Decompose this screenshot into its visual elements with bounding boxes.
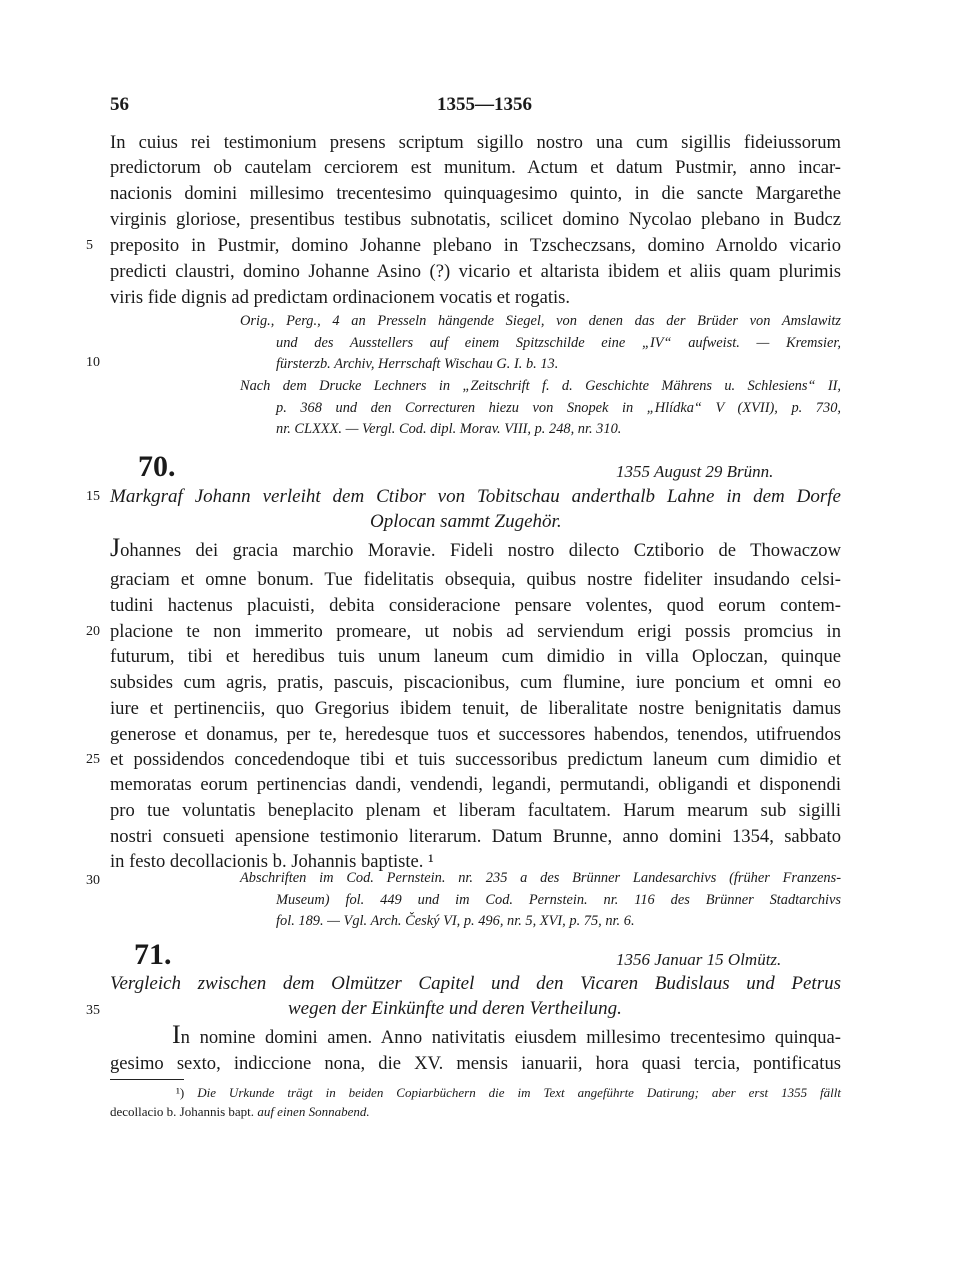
source-note: Nach dem Drucke Lechners in „Zeitschrift f. d. Geschichte Mährens u. Schlesiens“ II, — [240, 378, 841, 394]
text-line: preposito in Pustmir, domino Johanne plebano in Tzscheczsans, domino Arnoldo vicario — [110, 235, 841, 256]
text-line: graciam et omne bonum. Tue fidelitatis obsequia, quibus nostre fideliter insudando celsi- — [110, 569, 841, 590]
text-line: Johannes dei gracia marchio Moravie. Fideli nostro dilecto Cztiborio de Thowaczow — [110, 533, 841, 562]
text-line: nostri consueti apensione testimonio literarum. Datum Brunne, anno domini 1354, sabbato — [110, 826, 841, 847]
source-note: Museum) fol. 449 und im Cod. Pernstein. nr. 116 des Brünner Stadtarchivs — [276, 892, 841, 908]
source-note: Abschriften im Cod. Pernstein. nr. 235 a des Brünner Landesarchivs (früher Franzens- — [240, 870, 841, 886]
regest: Markgraf Johann verleiht dem Ctibor von Tobitschau anderthalb Lahne in dem Dorfe — [110, 486, 841, 507]
document-number: 70. — [138, 450, 176, 483]
footnote-text: decollacio b. Johannis bapt. — [110, 1104, 255, 1119]
text-line: in festo decollacionis b. Johannis baptiste. ¹ — [110, 851, 434, 872]
regest: Oplocan sammt Zugehör. — [370, 511, 562, 532]
page-number: 56 — [110, 94, 129, 115]
source-note: fol. 189. — Vgl. Arch. Český VI, p. 496, nr. 5, XVI, p. 75, nr. 6. — [276, 913, 635, 929]
text-line: iure et pertinenciis, quo Gregorius ibidem tenuit, de liberalitate nostre benignitatis damus — [110, 698, 841, 719]
text-line: gesimo sexto, indiccione nona, die XV. mensis ianuarii, hora quasi tercia, pontificatus — [110, 1053, 841, 1074]
source-note: p. 368 und den Correcturen hiezu von Snopek in „Hlídka“ V (XVII), p. 730, — [276, 400, 841, 416]
source-note: Orig., Perg., 4 an Presseln hängende Siegel, von denen das der Brüder von Amslawitz — [240, 313, 841, 329]
text-line: nacionis domini millesimo trecentesimo quinquagesimo quinto, in die sancte Margarethe — [110, 183, 841, 204]
footnote-rule — [110, 1079, 184, 1080]
line-number: 20 — [86, 624, 100, 639]
text-line: pro tue voluntatis beneplacito plenam et liberam facultatem. Harum mearum sub sigilli — [110, 800, 841, 821]
footnote-text: Die Urkunde trägt in beiden Copiarbüchern die im Text angeführte Datirung; aber erst 1355 fällt — [197, 1085, 842, 1100]
source-note: und des Ausstellers auf einem Spitzschilde eine „IV“ aufweist. — Kremsier, — [276, 335, 841, 351]
text-line: memoratas eorum pertinencias dandi, vendendi, legandi, permutandi, obligandi et disponendi — [110, 774, 841, 795]
text-line: tudini hactenus placuisti, debita consideracione pensare volentes, quod eorum contem- — [110, 595, 841, 616]
drop-cap: I — [172, 1020, 181, 1049]
text-line: predictorum ob cautelam cerciorem est munitum. Actum et datum Pustmir, anno incar- — [110, 157, 841, 178]
line-number: 10 — [86, 355, 100, 370]
text-line: virginis gloriose, presentibus testibus subnotatis, scilicet domino Nycolao plebano in Budcz — [110, 209, 841, 230]
line-number: 35 — [86, 1003, 100, 1018]
running-title: 1355—1356 — [437, 94, 532, 115]
regest: Vergleich zwischen dem Olmützer Capitel und den Vicaren Budislaus und Petrus — [110, 973, 841, 994]
text-line: In nomine domini amen. Anno nativitatis eiusdem millesimo trecentesimo quinqua- — [172, 1020, 841, 1049]
text-line: et possidendos concedendoque tibi et tuis successoribus predictum laneum cum dimidio et — [110, 749, 841, 770]
line-number: 15 — [86, 489, 100, 504]
line-number: 25 — [86, 752, 100, 767]
footnote-text: auf einen Sonnabend. — [257, 1104, 370, 1119]
text-line: subsides cum agris, pratis, pascuis, piscacionibus, cum flumine, iure poncium et omni eo — [110, 672, 841, 693]
source-note: nr. CLXXX. — Vergl. Cod. dipl. Morav. VIII, p. 248, nr. 310. — [276, 421, 622, 437]
document-date: 1356 Januar 15 Olmütz. — [616, 950, 782, 969]
text-line: placione te non immerito promeare, ut nobis ad serviendum erigi possis promcius in — [110, 621, 841, 642]
text-line: futurum, tibi et heredibus tuis unum laneum cum dimidio in villa Oploczan, quinque — [110, 646, 841, 667]
text-line: viris fide dignis ad predictam ordinacionem vocatis et rogatis. — [110, 287, 571, 308]
line-number: 30 — [86, 873, 100, 888]
footnote-marker: ¹) — [176, 1085, 185, 1100]
document-number: 71. — [134, 938, 172, 971]
footnote-continuation — [110, 1102, 370, 1121]
regest: wegen der Einkünfte und deren Vertheilung. — [288, 998, 622, 1019]
document-date: 1355 August 29 Brünn. — [616, 462, 774, 481]
drop-cap: J — [110, 533, 121, 562]
footnote — [176, 1083, 841, 1102]
text-line: generose et donamus, per te, heredesque tuos et successores habendos, tenendos, utifruendos — [110, 724, 841, 745]
line-number: 5 — [86, 238, 93, 253]
source-note: fürsterzb. Archiv, Herrschaft Wischau G. I. b. 13. — [276, 356, 559, 372]
text-line: In cuius rei testimonium presens scriptum sigillo nostro una cum sigillis fideiussorum — [110, 132, 841, 153]
text-line: predicti claustri, domino Johanne Asino (?) vicario et altarista ibidem et aliis quam plurimis — [110, 261, 841, 282]
